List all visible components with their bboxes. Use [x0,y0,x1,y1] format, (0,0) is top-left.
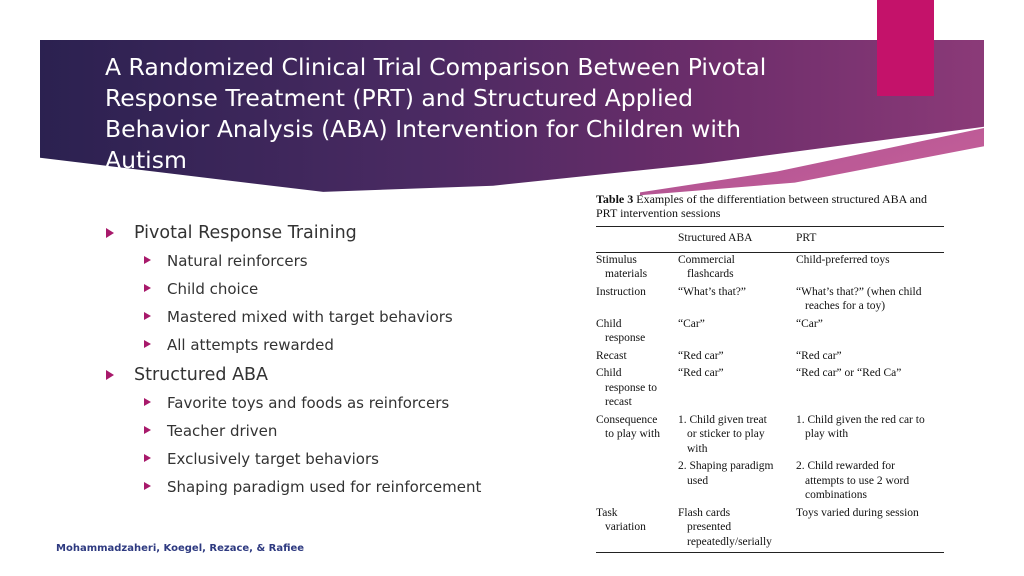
sub-bullet-label: All attempts rewarded [167,336,334,354]
sub-bullet [106,473,586,501]
aba-cell [678,349,796,367]
prt-cell [796,317,944,349]
cell-line: presented [687,521,732,533]
table-row [596,285,944,317]
bullet-list [106,219,586,501]
cell-line: 2. Child rewarded for [796,460,895,472]
header-cell [596,227,678,252]
aba-cell [678,285,796,317]
row-label-cell [596,366,678,413]
row-label-cell [596,252,678,285]
cell-line: Commercial [678,253,735,266]
sub-bullet-label: Natural reinforcers [167,252,308,270]
table-caption-text: Examples of the differentiation between structured ABA and PRT intervention sessions [596,192,927,220]
cell-line: recast [605,396,632,408]
cell-line: Child [596,317,622,330]
prt-cell [796,366,944,413]
bullet-arrow-icon [144,482,151,490]
aba-cell [678,459,796,506]
cell-line: to play with [605,428,660,440]
aba-cell [678,506,796,553]
cell-line: Flash cards [678,506,731,519]
title-line: Response Treatment (PRT) and Structured Applied [105,84,694,112]
cell-line: “Car” [796,317,823,330]
table-row [596,366,944,413]
sub-bullet-label: Favorite toys and foods as reinforcers [167,394,450,412]
cell-line: “What’s that?” [678,285,747,298]
bullet-label: Pivotal Response Training [134,223,357,243]
sub-bullet-label: Shaping paradigm used for reinforcement [167,478,482,496]
table-caption-label: Table 3 [596,192,634,206]
prt-cell [796,285,944,317]
bullet-arrow-icon [144,284,151,292]
cell-line: materials [605,268,648,280]
aba-cell [678,317,796,349]
cell-line: play with [805,428,849,440]
cell-line: repeatedly/serially [687,535,772,548]
bullet-arrow-icon [144,398,151,406]
bullet-label: Structured ABA [134,365,269,385]
cell-line: or sticker to play [687,428,765,440]
bullet-structured-aba [106,361,586,389]
title-line: Autism [105,146,187,174]
accent-tab [877,0,934,96]
sub-bullet [106,331,586,359]
cell-line: Child-preferred toys [796,253,890,266]
row-label-cell [596,413,678,460]
cell-line: with [687,442,708,455]
bullet-arrow-icon [106,228,114,238]
header-cell: Structured ABA [678,232,753,244]
cell-line: Recast [596,349,627,362]
bullet-arrow-icon [106,370,114,380]
cell-line: 1. Child given treat [678,413,767,426]
sub-bullet-label: Child choice [167,280,259,298]
sub-bullet [106,303,586,331]
sub-bullet-label: Mastered mixed with target behaviors [167,308,453,326]
bullet-arrow-icon [144,256,151,264]
title-line: Behavior Analysis (ABA) Intervention for Children with [105,115,741,143]
row-label-cell [596,459,678,506]
cell-line: 2. Shaping paradigm [678,460,774,472]
cell-line: “Red car” [796,349,842,362]
title-line: A Randomized Clinical Trial Comparison Between Pivotal [105,53,767,81]
cell-line: Child [596,367,622,379]
prt-cell [796,413,944,460]
cell-line: 1. Child given the red car to [796,413,925,426]
sub-bullet [106,247,586,275]
cell-line: variation [605,521,646,533]
cell-line: used [687,474,709,487]
row-label-cell [596,285,678,317]
sub-bullet [106,417,586,445]
prt-cell [796,349,944,367]
cell-line: flashcards [687,268,734,280]
sub-bullet [106,275,586,303]
row-label-cell [596,349,678,367]
prt-cell [796,252,944,285]
table-caption [596,192,944,220]
bullet-arrow-icon [144,340,151,348]
sub-bullet [106,389,586,417]
cell-line: “Car” [678,317,705,330]
prt-cell [796,459,944,506]
table-row [596,459,944,506]
bullet-arrow-icon [144,426,151,434]
cell-line: response to [605,381,658,394]
slide-title [105,52,825,176]
cell-line: Task [596,506,618,519]
table-row [596,413,944,460]
comparison-table-figure [596,192,944,553]
cell-line: “Red car” [678,367,724,379]
cell-line: “Red car” [678,349,724,362]
aba-cell [678,366,796,413]
bullet-arrow-icon [144,312,151,320]
header-cell: PRT [796,232,817,244]
prt-cell [796,506,944,553]
sub-bullet [106,445,586,473]
cell-line: Instruction [596,285,646,298]
aba-cell [678,413,796,460]
table-row [596,506,944,553]
footer-authors: Mohammadzaheri, Koegel, Rezace, & Rafiee [56,543,305,554]
cell-line: Stimulus [596,253,637,266]
cell-line: reaches for a toy) [805,300,886,312]
cell-line: attempts to use 2 word [805,474,910,487]
row-label-cell [596,317,678,349]
cell-line: “What’s that?” (when child [796,285,922,298]
row-label-cell [596,506,678,553]
table-bottom-rule [596,552,944,553]
cell-line: “Red car” or “Red Ca” [796,367,902,379]
table-row [596,349,944,367]
sub-bullet-label: Exclusively target behaviors [167,450,379,468]
aba-cell [678,252,796,285]
sub-bullet-label: Teacher driven [167,422,278,440]
cell-line: Consequence [596,413,658,426]
bullet-arrow-icon [144,454,151,462]
cell-line: combinations [805,489,867,501]
bullet-prt [106,219,586,247]
table-header-row [596,227,944,252]
table-row [596,252,944,285]
cell-line: Toys varied during session [796,506,919,519]
table-row [596,317,944,349]
comparison-table [596,227,944,552]
cell-line: response [605,332,646,344]
